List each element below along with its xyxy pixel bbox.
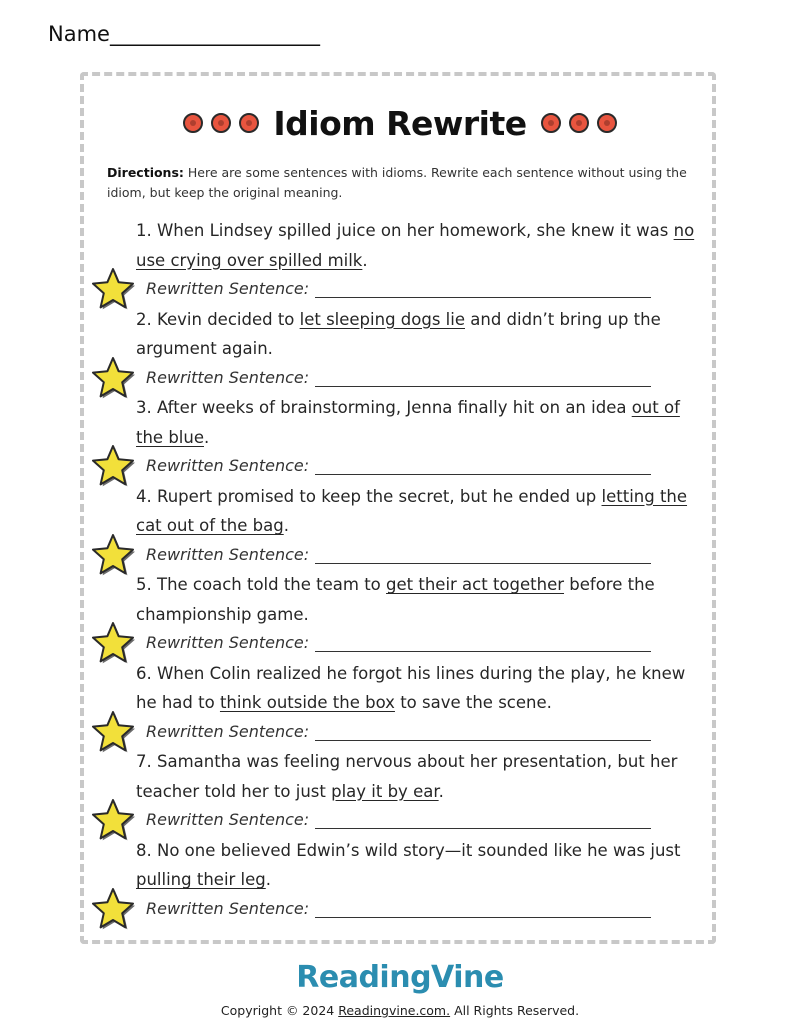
title-dots-right [541,113,617,133]
question-4 [136,482,706,541]
rewrite-answer-line[interactable] [315,724,651,741]
question-text [136,305,706,364]
rewrite-row [146,633,651,652]
rewrite-label: Rewritten Sentence: [146,633,310,652]
rewrite-row [146,722,651,741]
question-text [136,836,706,895]
directions-text: Here are some sentences with idioms. Rewrite each sentence without using the idiom, but keep the original meaning. [107,165,687,200]
red-dot-icon [211,113,231,133]
rewrite-label: Rewritten Sentence: [146,544,310,564]
question-7 [136,747,706,806]
title-dots-left [183,113,259,133]
question-text [136,216,706,275]
rewrite-row [146,899,651,918]
copyright [0,1003,800,1018]
star-icon [90,355,136,401]
directions-label: Directions: [107,165,184,180]
question-before: 2. Kevin decided to [136,309,300,329]
question-after: to save the scene. [394,693,552,712]
star-icon [90,443,136,489]
question-text [136,659,706,718]
question-text [136,747,706,806]
question-2 [136,305,706,364]
rewrite-label: Rewritten Sentence: [146,279,310,298]
question-text [136,570,706,629]
rewrite-answer-line[interactable] [315,635,651,652]
idiom-text: letting the cat out of the bag [136,486,688,535]
rewrite-label: Rewritten Sentence: [146,456,310,475]
rewrite-label: Rewritten Sentence: [146,367,310,387]
red-dot-icon [239,113,259,133]
idiom-text: no use crying over spilled milk [136,221,695,270]
rewrite-answer-line[interactable] [315,281,651,298]
idiom-text: out of the blue [136,398,680,447]
star-icon [90,886,136,932]
directions [107,163,697,203]
title-row [0,100,800,146]
idiom-text: pulling their leg [136,870,266,889]
question-before: 7. Samantha was feeling nervous about her presentation, but her teacher told her to just [136,752,678,801]
question-before: 8. No one believed Edwin’s wild story—it sounded like he was just [136,840,681,860]
question-before: 4. Rupert promised to keep the secret, but he ended up [136,486,602,506]
question-after: . [204,427,210,447]
rewrite-row [146,545,651,564]
star-icon [90,709,136,755]
star-icon [90,532,136,578]
rewrite-label: Rewritten Sentence: [146,898,310,918]
question-before: 5. The coach told the team to [136,575,387,594]
idiom-text: let sleeping dogs lie [299,309,465,329]
brand-logo: ReadingVine [296,960,504,995]
question-after: . [362,250,368,270]
copyright-suffix: All Rights Reserved. [450,1003,580,1018]
rewrite-row [146,368,651,387]
red-dot-icon [569,113,589,133]
name-field-label: Name____________________ [48,22,320,46]
question-text [136,482,706,541]
rewrite-row [146,456,651,475]
idiom-text: get their act together [386,575,565,594]
rewrite-label: Rewritten Sentence: [146,810,310,829]
rewrite-answer-line[interactable] [315,901,651,918]
rewrite-row [146,810,651,829]
question-1 [136,216,706,275]
question-after: . [265,870,272,889]
question-before: 1. When Lindsey spilled juice on her homework, she knew it was [136,221,674,240]
page-title: Idiom Rewrite [273,103,527,143]
red-dot-icon [183,113,203,133]
rewrite-row [146,279,651,298]
question-5 [136,570,706,629]
rewrite-answer-line[interactable] [315,812,651,829]
rewrite-answer-line[interactable] [315,370,651,387]
copyright-prefix: Copyright © 2024 [220,1003,339,1018]
rewrite-label: Rewritten Sentence: [146,721,310,741]
rewrite-answer-line[interactable] [315,547,651,564]
question-before: 3. After weeks of brainstorming, Jenna finally hit on an idea [136,398,632,417]
star-icon [90,620,136,666]
rewrite-answer-line[interactable] [315,458,651,475]
question-after: and didn’t bring up the argument again. [136,309,661,358]
star-icon [90,797,136,843]
copyright-link[interactable]: Readingvine.com. [338,1003,451,1018]
question-6 [136,659,706,718]
question-8 [136,836,706,895]
red-dot-icon [597,113,617,133]
question-after: . [283,516,289,535]
question-before: 6. When Colin realized he forgot his lines during the play, he knew he had to [136,663,686,712]
red-dot-icon [541,113,561,133]
idiom-text: think outside the box [219,693,395,712]
question-after: before the championship game. [136,575,655,624]
question-after: . [438,781,444,801]
star-icon [90,266,136,312]
question-text [136,393,706,452]
idiom-text: play it by ear [331,781,439,801]
question-3 [136,393,706,452]
